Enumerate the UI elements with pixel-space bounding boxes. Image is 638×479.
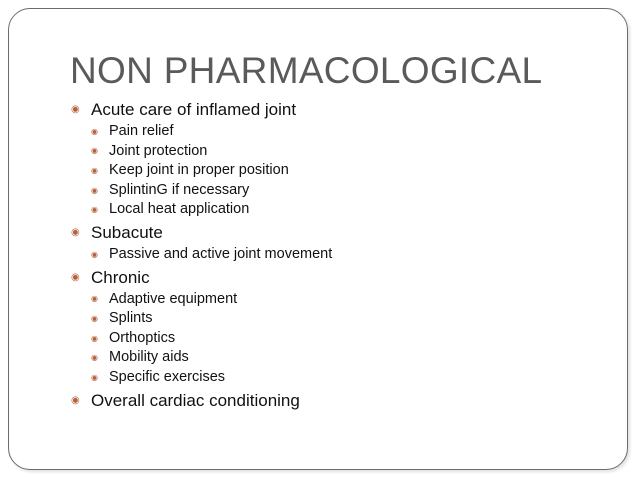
bullet-item-subacute (70, 223, 332, 243)
bullet-text: SplintinG if necessary (109, 181, 250, 198)
bullet-text: Overall cardiac conditioning (91, 390, 300, 410)
bullet-icon: ◉ (91, 165, 98, 175)
bullet-icon: ◉ (91, 205, 98, 215)
bullet-icon: ◉ (71, 226, 80, 238)
sub-bullet-item-adaptive-equipment (70, 290, 332, 310)
bullet-list (70, 97, 332, 413)
sub-bullet-item-local-heat (70, 200, 332, 220)
sub-bullet-item-orthoptics (70, 329, 332, 349)
bullet-icon: ◉ (71, 394, 80, 406)
bullet-text: Specific exercises (109, 368, 226, 385)
bullet-text: Pain relief (109, 123, 174, 139)
bullet-item-chronic (70, 268, 332, 288)
bullet-item-acute-care (70, 100, 332, 120)
bullet-icon: ◉ (91, 353, 98, 363)
bullet-icon: ◉ (91, 146, 98, 156)
bullet-icon: ◉ (71, 271, 80, 283)
bullet-icon: ◉ (91, 333, 98, 343)
sub-bullet-item-specific-exercises (70, 368, 332, 388)
bullet-icon: ◉ (71, 104, 80, 115)
bullet-text: Adaptive equipment (109, 290, 238, 307)
bullet-icon: ◉ (91, 126, 98, 136)
sub-bullet-item-splints (70, 309, 332, 329)
sub-bullet-item-joint-protection (70, 142, 332, 162)
bullet-text: Passive and active joint movement (109, 245, 333, 262)
sub-bullet-item-keep-joint (70, 161, 332, 181)
bullet-text: Chronic (91, 267, 150, 287)
bullet-item-cardiac-conditioning (70, 391, 332, 411)
bullet-text: Mobility aids (109, 349, 189, 366)
bullet-icon: ◉ (91, 313, 98, 323)
sub-bullet-item-splinting (70, 181, 332, 201)
bullet-text: Splints (109, 310, 153, 327)
sub-bullet-item-joint-movement (70, 245, 332, 265)
bullet-text: Keep joint in proper position (109, 162, 289, 179)
sub-bullet-item-mobility-aids (70, 348, 332, 368)
bullet-icon: ◉ (91, 185, 98, 195)
bullet-icon: ◉ (91, 294, 98, 304)
bullet-text: Orthoptics (109, 329, 176, 346)
slide-title: NON PHARMACOLOGICAL (70, 50, 543, 91)
bullet-text: Acute care of inflamed joint (91, 100, 297, 119)
bullet-text: Joint protection (109, 142, 208, 159)
bullet-icon: ◉ (91, 372, 98, 382)
sub-bullet-item-pain-relief (70, 122, 332, 142)
bullet-text: Local heat application (109, 201, 250, 218)
bullet-icon: ◉ (91, 249, 98, 259)
bullet-text: Subacute (91, 222, 163, 242)
